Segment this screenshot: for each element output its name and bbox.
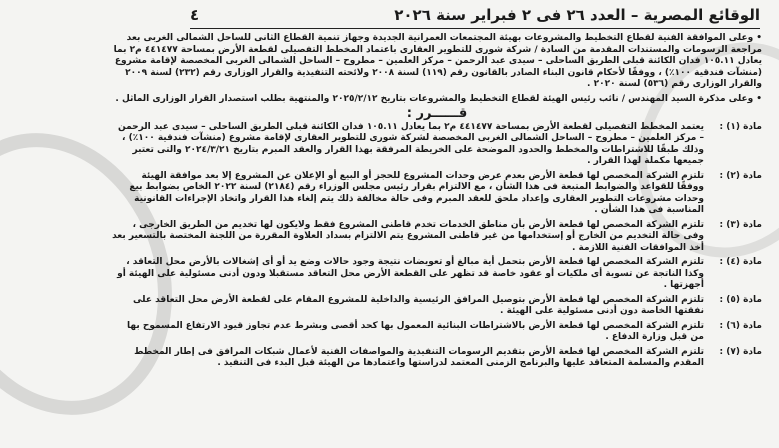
article-number: مادة (٦) : — [719, 320, 762, 331]
article-text: تلتزم الشركة المخصص لها قطعة الأرض بعدم عرض وحدات المشروع للحجز أو البيع أو الإعلان عن المشروع إلا بعد موافقة الهيئة ووفقًا للقواعد والضوابط المتبعة فى هذا الشأن ، مع الالتزام بقرار رئيس مجلس الوزراء رقم (٢١٨٤) لسنة ٢٠٢٢ الخاص بضوابط بيع وحدات مشروعات التطوير العقارى وإعداد ملحق للعقد المبرم وفى حالة مخالفة ذلك يتم إلغاء هذا القرار واتخاذ الإجراءات القانونية المناسبة فى هذا الشأن . — [129, 170, 704, 215]
article-number: مادة (٧) : — [719, 346, 762, 357]
intro-paragraph: •وعلى مذكرة السيد المهندس / نائب رئيس الهيئة لقطاع التخطيط والمشروعات بتاريخ ٢٠٢٥/٢/١٢ والمنتهية بطلب استصدار القرار الوزارى الماثل . — [115, 93, 762, 104]
article-number: مادة (١) : — [719, 121, 762, 132]
article-1 — [112, 122, 762, 168]
decision-heading: قــــــرر : — [406, 106, 468, 121]
article-text: تلتزم الشركة المخصص لها قطعة الأرض بتحمل أية مبالغ أو تعويضات نتيجة وجود حالات وضع يد أو أى إشغالات بالأرض محل التعاقد ، وكذا الناتجة عن تسوية أى ملكيات أو عقود خاصة قد تظهر على القطعة الأرض محل التعاقد مستقبلا ودون أدنى مسئولية على الهيئة أو أجهزتها . — [117, 257, 704, 290]
article-3 — [112, 220, 762, 255]
page-title: الوقائع المصرية – العدد ٢٦ فى ٢ فبراير سنة ٢٠٢٦ — [394, 6, 760, 24]
article-text: يعتمد المخطط التفصيلى لقطعة الأرض بمساحة ٤٤١٤٧٧ م٢ بما يعادل ١٠٥.١١ فدان الكائنة قبلى الطريق الساحلى – سيدى عبد الرحمن – مركز العلمين – مطروح – الساحل الشمالى الغربى المخصصة لشركة شورى للتطوير العقارى لإقامة مشروع (منشآت فندقية ١٠٠٪) ، وذلك طبقًا للاشتراطات والمخطط والحدود الموضحة على الخريطة المرفقة بهذا القرار والعقد المبرم بتاريخ ٢٠٢٤/٣/٢١ والتى تعتبر جميعها مكملة لهذا القرار . — [118, 121, 704, 166]
article-number: مادة (٢) : — [719, 170, 762, 181]
article-4 — [112, 257, 762, 292]
article-text: تلتزم الشركة المخصص لها قطعة الأرض بتوصيل المرافق الرئيسية والداخلية للمشروع المقام على لقطعة الأرض محل التعاقد على نفقتها الخاصة دون أدنى مسئولية على الهيئة . — [133, 294, 704, 316]
article-number: مادة (٤) : — [719, 257, 762, 267]
article-2 — [112, 171, 762, 217]
article-number: مادة (٥) : — [719, 294, 762, 305]
header-divider — [190, 28, 760, 29]
article-text: تلتزم الشركة المخصص لها قطعة الأرض بتقديم الرسومات التنفيذية والمواصفات الفنية لأعمال شبكات المرافق فى إطار المخطط المقدم والمسلمة المتعاقد عليها والبرنامج الزمنى المعتمد لدراستها واعتمادها من الهيئة قبل البدء فى التنفيذ . — [134, 346, 704, 368]
intro-paragraph: •وعلى الموافقة الفنية لقطاع التخطيط والمشروعات بهيئة المجتمعات العمرانية الجديدة وجهاز تنمية القطاع الثانى للساحل الشمالى الغربى بعد مراجعة الرسومات والمستندات المقدمة من السادة / شركة شورى للتطوير العقارى باعتماد المخطط التفصيلى لقطعة الأرض بمساحة ٤٤١٤٧٧ م٢ بما يعادل ١٠٥.١١ فدان الكائنة قبلى الطريق الساحلى – سيدى عبد الرحمن – مركز العلمين – مطروح – الساحل الشمالى الغربى المخصصة لإقامة مشروع (منشآت فندقية ١٠٠٪) ، ووفقًا لأحكام قانون البناء الصادر بالقانون رقم (١١٩) لسنة ٢٠٠٨ ولائحته التنفيذية والقرار الوزارى رقم (٢٣٢) لسنة ٢٠٠٩ والقرار الوزارى رقم (٥٣٦) لسنة ٢٠٢٠ . — [113, 33, 762, 89]
page-header — [190, 4, 760, 26]
article-number: مادة (٣) : — [719, 219, 762, 230]
page-number: ٤ — [190, 6, 200, 24]
article-6 — [112, 321, 762, 344]
article-7 — [112, 347, 762, 370]
article-text: تلتزم الشركة المخصص لها قطعة الأرض بالاشتراطات البنائية المعمول بها كحد أقصى وبشرط عدم تجاوز قيود الارتفاع المسموح بها من قبل وزارة الدفاع . — [127, 320, 704, 342]
document-body — [112, 33, 762, 373]
article-text: تلتزم الشركة المخصص لها قطعة الأرض بأن مناطق الخدمات تخدم قاطنى المشروع فقط ولايكون لها تخديم من الطريق الخارجى ، وفى حالة التخديم من الخارج أو إستخدامها من غير قاطنى المشروع يتم الالتزام بسداد العلاوة المقررة من اللجنة المختصة بالتسعير بعد أخذ الموافقات الفنية اللازمة . — [112, 219, 704, 253]
article-5 — [112, 295, 762, 318]
